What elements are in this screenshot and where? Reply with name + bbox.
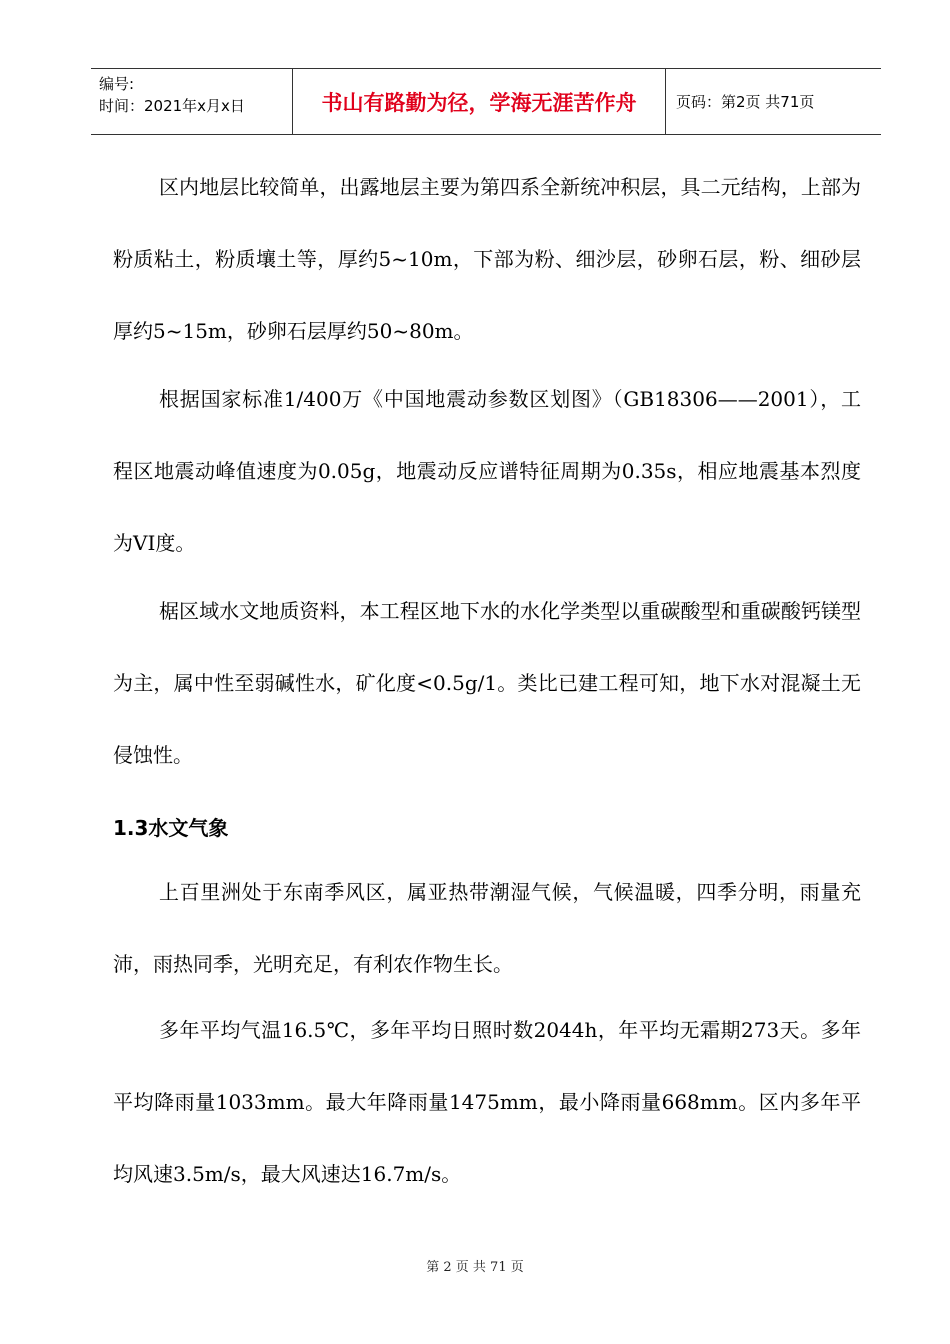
header-meta xyxy=(91,69,293,134)
page-footer: 第 2 页 共 71 页 xyxy=(426,1260,524,1275)
header-page-info: 页码：第2页 共71页 xyxy=(676,93,815,111)
paragraph-climate: 上百里洲处于东南季风区，属亚热带潮湿气候，气候温暖，四季分明，雨量充沛，雨热同季，光明充足，有利农作物生长。 xyxy=(113,880,861,976)
header-motto: 书山有路勤为径，学海无涯苦作舟 xyxy=(293,69,666,134)
paragraph-geology: 区内地层比较简单，出露地层主要为第四系全新统冲积层，具二元结构，上部为粉质粘土，粉质壤土等，厚约5~10m，下部为粉、细沙层，砂卵石层，粉、细砂层厚约5~15m，砂卵石层厚约50~80m。 xyxy=(113,175,861,343)
paragraph-groundwater: 椐区域水文地质资料，本工程区地下水的水化学类型以重碳酸型和重碳酸钙镁型为主，属中性至弱碱性水，矿化度<0.5g/1。类比已建工程可知，地下水对混凝土无侵蚀性。 xyxy=(113,599,861,767)
page-header xyxy=(91,68,881,135)
paragraph-meteorology: 多年平均气温16.5℃，多年平均日照时数2044h，年平均无霜期273天。多年平均降雨量1033mm。最大年降雨量1475mm，最小降雨量668mm。区内多年平均风速3.5m/s，最大风速达16.7m/s。 xyxy=(113,1018,861,1186)
paragraph-seismic: 根据国家标准1/400万《中国地震动参数区划图》（GB18306——2001），工程区地震动峰值速度为0.05g，地震动反应谱特征周期为0.35s，相应地震基本烈度为VI度。 xyxy=(113,387,861,555)
section-heading: 1.3水文气象 xyxy=(113,816,229,840)
time-label: 时间：2021年x月x日 xyxy=(99,97,245,115)
number-label: 编号: xyxy=(99,75,135,93)
